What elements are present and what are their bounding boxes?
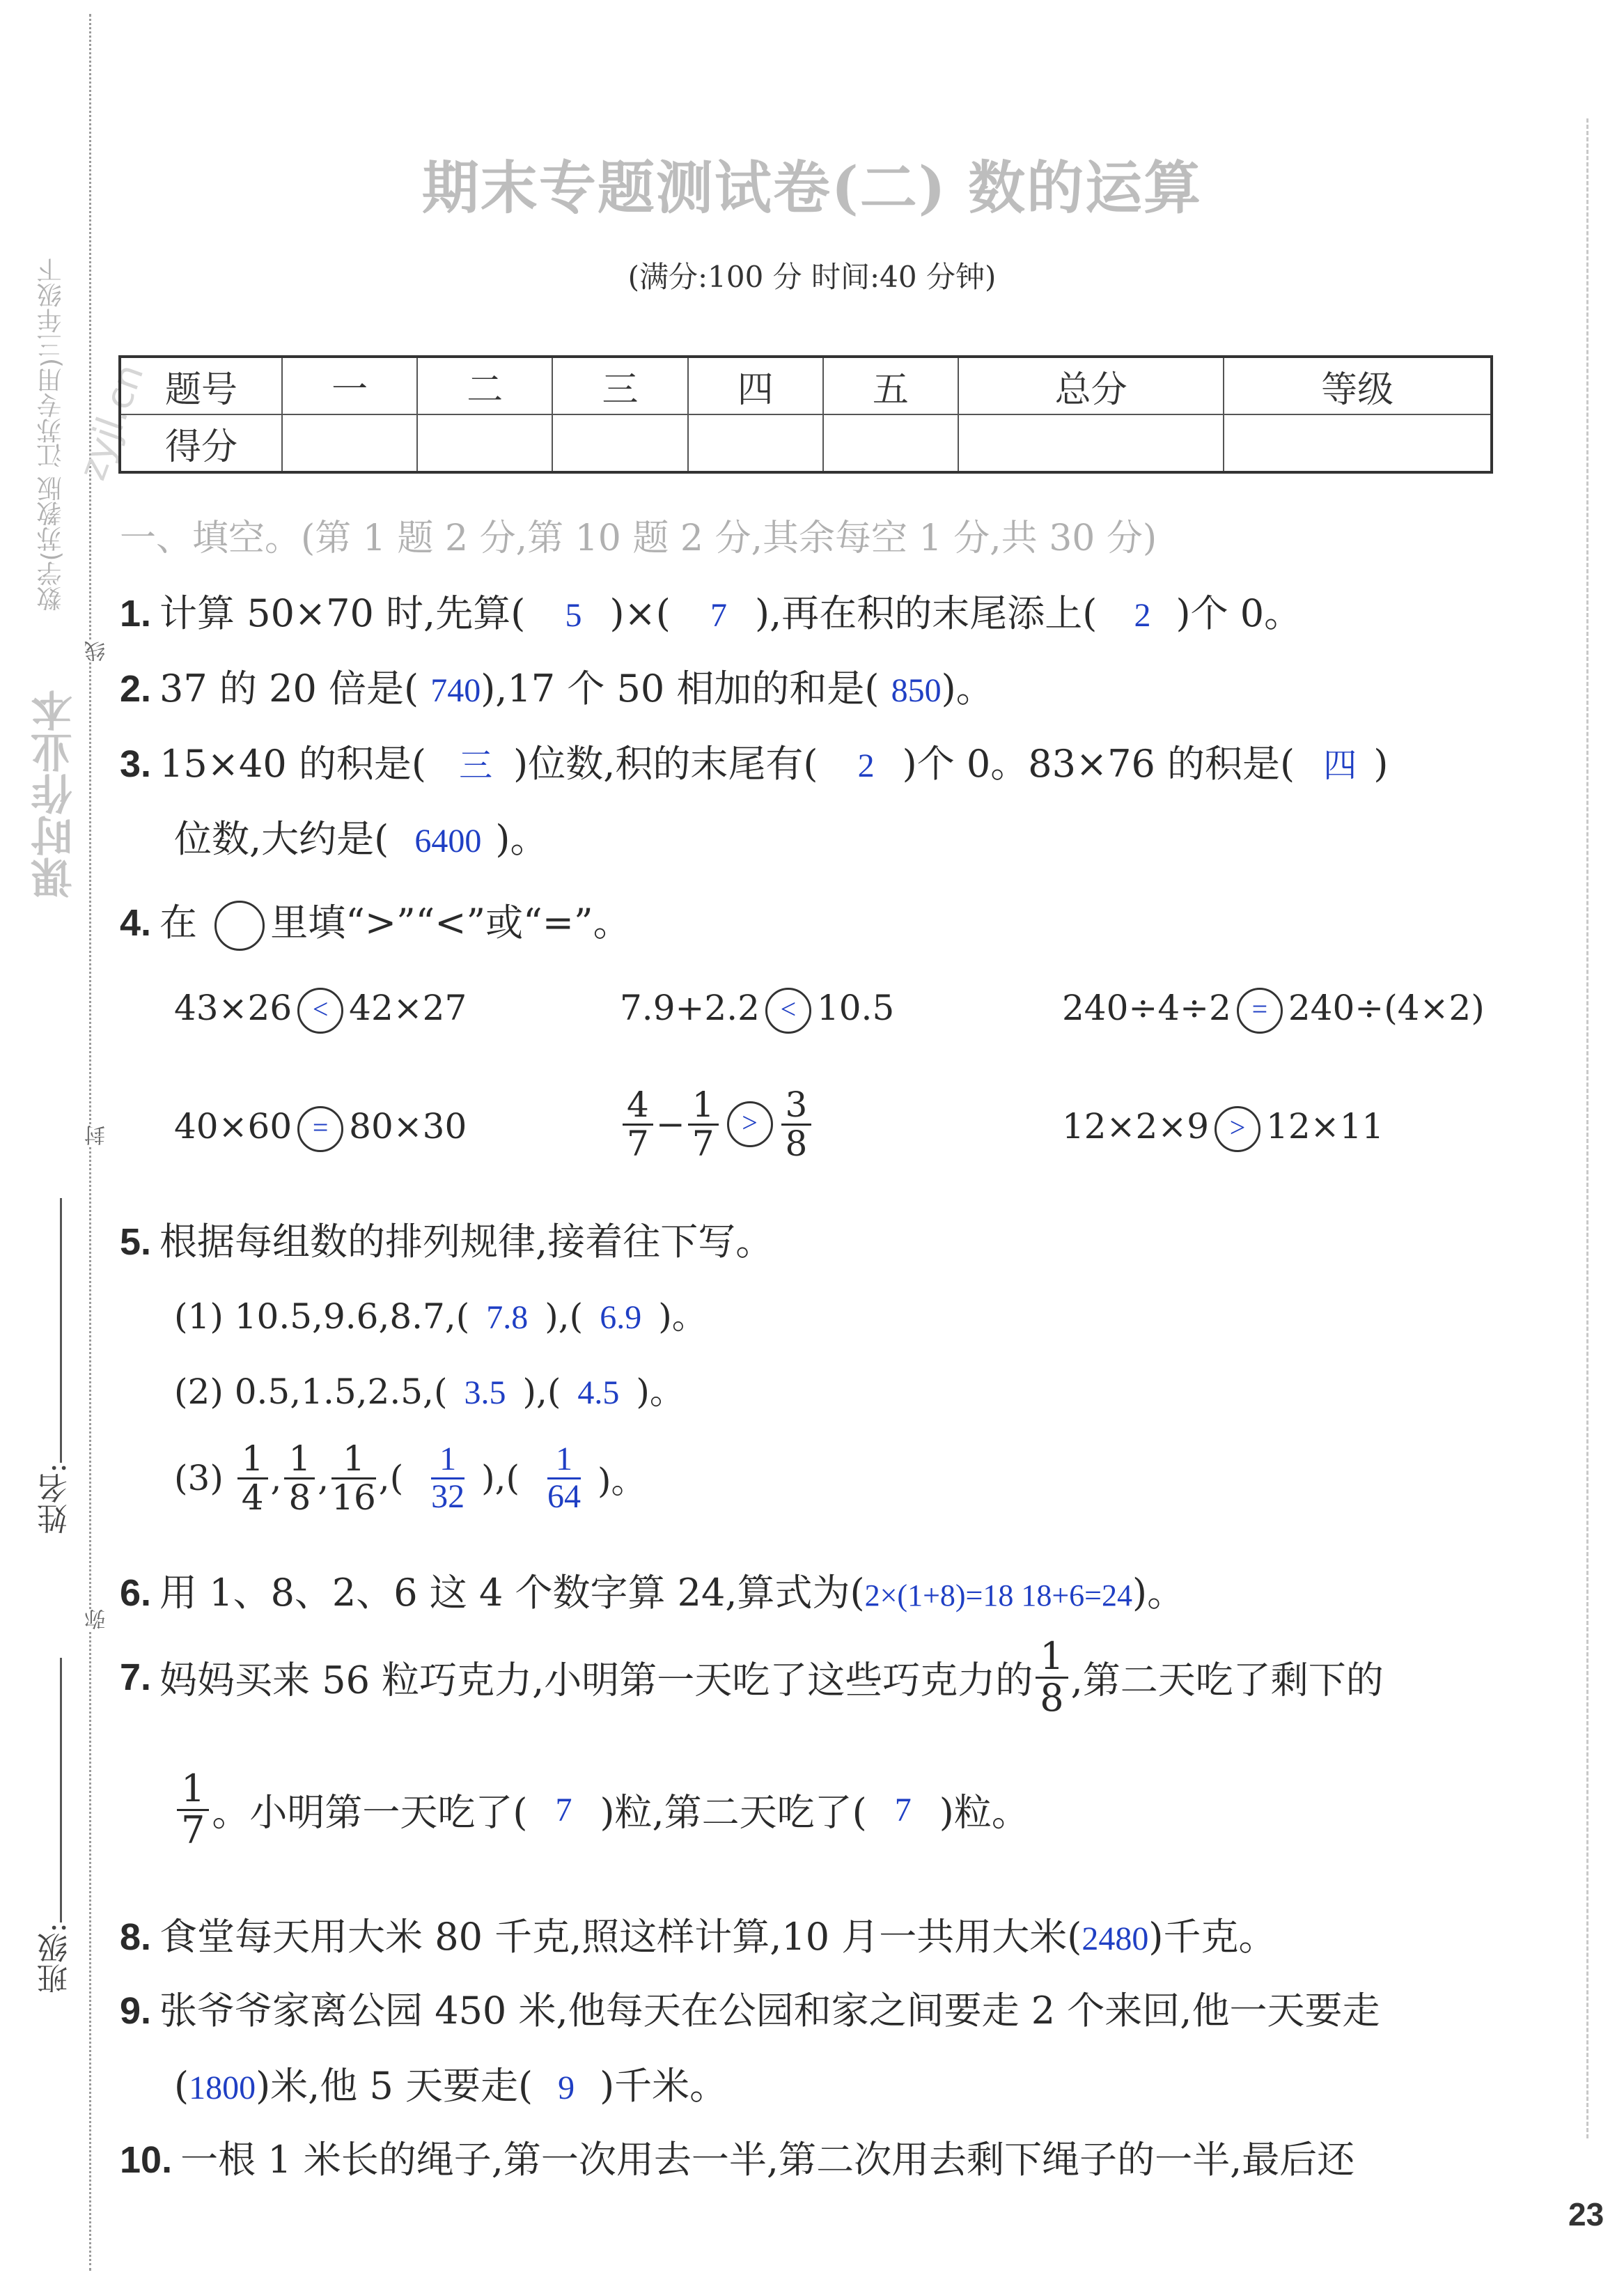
answer[interactable]: 6400 bbox=[414, 823, 482, 860]
question-text: ) bbox=[1373, 742, 1389, 786]
question-number: 2. bbox=[120, 668, 152, 710]
fraction: $\frac{1}{7}$ bbox=[177, 1769, 209, 1850]
question-text: ),( bbox=[481, 1458, 520, 1498]
question-6 bbox=[120, 1563, 1185, 1617]
class-field[interactable] bbox=[60, 1658, 62, 1922]
question-5-1 bbox=[174, 1289, 707, 1339]
question-number: 8. bbox=[120, 1916, 152, 1958]
question-text: (2) 0.5,1.5,2.5,( bbox=[174, 1372, 448, 1412]
class-label: 班级: bbox=[38, 1922, 73, 1994]
score-table-header-row bbox=[120, 357, 1492, 414]
watermark: zyjl.cn bbox=[70, 358, 153, 485]
question-text: )。 bbox=[941, 667, 994, 710]
answer[interactable]: 2×(1+8)=18 18+6=24 bbox=[864, 1578, 1132, 1613]
question-text: )。 bbox=[658, 1296, 707, 1337]
answer[interactable]: 4.5 bbox=[577, 1374, 620, 1411]
answer-fraction[interactable]: $\frac{1}{64}$ bbox=[547, 1440, 581, 1515]
binding-label-feng: 封 bbox=[82, 1125, 113, 1146]
expr-left: 43×26 bbox=[174, 988, 292, 1028]
question-text: 15×40 的积是( bbox=[159, 742, 426, 786]
question-text: 计算 50×70 时,先算( bbox=[159, 591, 526, 635]
name-label: 姓名: bbox=[38, 1463, 73, 1535]
fraction: $\frac{3}{8}$ bbox=[781, 1087, 812, 1162]
question-text: )。 bbox=[597, 1461, 646, 1501]
question-3 bbox=[120, 734, 1388, 788]
question-text: )粒,第二天吃了( bbox=[600, 1790, 867, 1835]
question-8 bbox=[120, 1907, 1276, 1961]
brand-logo: 课时作业本 bbox=[31, 690, 79, 899]
question-number: 9. bbox=[120, 1990, 152, 2032]
compare-r2c2 bbox=[620, 1087, 814, 1162]
question-text: ,( bbox=[378, 1458, 404, 1498]
answer[interactable]: 7.8 bbox=[486, 1299, 529, 1336]
name-field[interactable] bbox=[60, 1198, 62, 1463]
answer-fraction[interactable]: $\frac{1}{32}$ bbox=[431, 1440, 465, 1515]
answer[interactable]: 三 bbox=[459, 747, 493, 784]
question-text: ),( bbox=[522, 1372, 561, 1412]
question-5-3: (3) $\frac{1}{4}$ , $\frac{1}{8}$ , $\frac{1}{16}$ ,( $\frac{1}{32}$ ),( $\frac{1}{64}$ )。 bbox=[174, 1438, 646, 1518]
answer[interactable]: 7 bbox=[894, 1791, 912, 1828]
question-text: )米,他 5 天要走( bbox=[256, 2064, 533, 2108]
question-text: 里填“>”“<”或“=”。 bbox=[270, 901, 631, 945]
question-number: 7. bbox=[120, 1656, 152, 1699]
expr-left: 40×60 bbox=[174, 1106, 292, 1147]
answer[interactable]: 2 bbox=[1134, 597, 1151, 634]
score-cell: 五 bbox=[823, 357, 958, 414]
question-text: 食堂每天用大米 80 千克,照这样计算,10 月一共用大米( bbox=[159, 1915, 1082, 1959]
question-number: 1. bbox=[120, 593, 152, 635]
score-input-cell[interactable] bbox=[688, 414, 823, 472]
question-1 bbox=[120, 584, 1302, 637]
question-text: )个 0。 bbox=[1176, 591, 1302, 635]
fraction: $\frac{1}{7}$ bbox=[688, 1087, 719, 1162]
answer[interactable]: 5 bbox=[565, 597, 582, 634]
question-10 bbox=[120, 2130, 1354, 2184]
question-text: 用 1、8、2、6 这 4 个数字算 24,算式为( bbox=[159, 1571, 865, 1615]
compare-r1c1 bbox=[174, 988, 467, 1034]
question-text: 37 的 20 倍是( bbox=[159, 667, 419, 710]
question-number: 4. bbox=[120, 902, 152, 944]
expr-right: 12×11 bbox=[1266, 1106, 1384, 1147]
question-7 bbox=[120, 1634, 1384, 1720]
answer-circle[interactable]: < bbox=[297, 988, 343, 1034]
question-text: ),再在积的末尾添上( bbox=[755, 591, 1098, 635]
answer[interactable]: 2 bbox=[857, 747, 875, 784]
binding-label-mi: 弥 bbox=[82, 1609, 113, 1630]
fraction: $\frac{1}{16}$ bbox=[331, 1438, 376, 1518]
question-number: 5. bbox=[120, 1221, 152, 1263]
question-number: 6. bbox=[120, 1572, 152, 1614]
question-number: 3. bbox=[120, 743, 152, 785]
question-9-cont bbox=[174, 2056, 727, 2110]
question-text: ),( bbox=[545, 1296, 584, 1337]
page-edge-line bbox=[1586, 118, 1588, 2138]
question-text: 在 bbox=[159, 901, 198, 945]
answer[interactable]: 1800 bbox=[189, 2069, 256, 2106]
answer[interactable]: 9 bbox=[558, 2069, 575, 2106]
answer[interactable]: 7 bbox=[710, 597, 728, 634]
answer-circle[interactable]: = bbox=[1237, 988, 1283, 1034]
page-subtitle: (满分:100 分 时间:40 分钟) bbox=[627, 260, 997, 294]
answer[interactable]: 6.9 bbox=[600, 1299, 642, 1336]
question-text: ),17 个 50 相加的和是( bbox=[481, 667, 880, 710]
score-table-score-row bbox=[120, 414, 1492, 472]
question-5-2 bbox=[174, 1364, 685, 1414]
question-text: )千克。 bbox=[1148, 1915, 1276, 1959]
answer-circle[interactable]: < bbox=[765, 988, 811, 1034]
question-2 bbox=[120, 659, 994, 713]
score-cell: 一 bbox=[282, 357, 417, 414]
compare-r1c2 bbox=[620, 988, 894, 1034]
score-input-cell[interactable] bbox=[417, 414, 552, 472]
answer[interactable]: 四 bbox=[1323, 747, 1357, 784]
question-5 bbox=[120, 1212, 773, 1266]
question-text: )。 bbox=[495, 817, 548, 861]
score-cell: 得分 bbox=[120, 414, 282, 472]
answer-circle[interactable]: > bbox=[1215, 1106, 1260, 1152]
score-input-cell[interactable] bbox=[552, 414, 687, 472]
question-text: )位数,积的末尾有( bbox=[513, 742, 818, 786]
question-9 bbox=[120, 1981, 1380, 2035]
question-text: 妈妈买来 56 粒巧克力,小明第一天吃了这些巧克力的 bbox=[159, 1658, 1033, 1702]
fraction: $\frac{4}{7}$ bbox=[623, 1087, 653, 1162]
expr-left: 12×2×9 bbox=[1062, 1106, 1210, 1147]
answer[interactable]: 7 bbox=[555, 1791, 572, 1828]
answer[interactable]: 850 bbox=[891, 672, 942, 709]
question-7-cont bbox=[174, 1766, 1029, 1852]
score-cell: 四 bbox=[688, 357, 823, 414]
question-text: 一根 1 米长的绳子,第一次用去一半,第二次用去剩下绳子的一半,最后还 bbox=[180, 2138, 1355, 2182]
fraction: $\frac{1}{4}$ bbox=[237, 1440, 268, 1516]
question-text: 张爷爷家离公园 450 米,他每天在公园和家之间要走 2 个来回,他一天要走 bbox=[159, 1989, 1380, 2033]
question-4 bbox=[120, 893, 631, 951]
expr-right: 80×30 bbox=[349, 1106, 467, 1147]
answer[interactable]: 2480 bbox=[1082, 1920, 1149, 1957]
answer[interactable]: 740 bbox=[430, 672, 481, 709]
question-text: )。 bbox=[1132, 1571, 1185, 1615]
expr-left: 240÷4÷2 bbox=[1062, 988, 1231, 1028]
score-cell: 等级 bbox=[1224, 357, 1492, 414]
question-text: )千米。 bbox=[600, 2064, 728, 2108]
section-heading: 一、填空。(第 1 题 2 分,第 10 题 2 分,其余每空 1 分,共 30 分) bbox=[120, 518, 1157, 559]
expr-right: 42×27 bbox=[349, 988, 467, 1028]
score-input-cell[interactable] bbox=[958, 414, 1224, 472]
score-cell: 三 bbox=[552, 357, 687, 414]
score-table bbox=[118, 355, 1493, 474]
question-text: 根据每组数的排列规律,接着往下写。 bbox=[159, 1220, 774, 1264]
question-text: ( bbox=[174, 2064, 189, 2108]
question-text: )。 bbox=[636, 1372, 685, 1412]
answer[interactable]: 3.5 bbox=[464, 1374, 506, 1411]
question-3-cont bbox=[174, 809, 547, 863]
question-text: 位数,大约是( bbox=[174, 817, 389, 861]
book-info: 数学(苏教版 江苏专用)三年级下 bbox=[37, 258, 65, 612]
compare-r2c3 bbox=[1062, 1106, 1384, 1152]
question-text: )粒。 bbox=[939, 1790, 1029, 1835]
question-text: ,第二天吃了剩下的 bbox=[1070, 1658, 1384, 1702]
question-number: 10. bbox=[120, 2139, 173, 2181]
fraction: $\frac{1}{8}$ bbox=[1036, 1637, 1068, 1718]
question-text: (3) bbox=[174, 1458, 224, 1498]
score-input-cell[interactable] bbox=[823, 414, 958, 472]
score-cell: 题号 bbox=[120, 357, 282, 414]
score-cell: 二 bbox=[417, 357, 552, 414]
page-number: 23 bbox=[1568, 2196, 1605, 2232]
answer-circle[interactable]: = bbox=[297, 1106, 343, 1152]
page-title: 期末专题测试卷(二) 数的运算 bbox=[421, 155, 1203, 222]
empty-circle-icon bbox=[214, 901, 265, 951]
score-input-cell[interactable] bbox=[282, 414, 417, 472]
score-input-cell[interactable] bbox=[1224, 414, 1492, 472]
binding-label-xian: 线 bbox=[82, 641, 113, 662]
question-text: 。小明第一天吃了( bbox=[212, 1790, 528, 1835]
compare-r2c1 bbox=[174, 1106, 467, 1152]
question-text: )个 0。83×76 的积是( bbox=[902, 742, 1295, 786]
operator: − bbox=[655, 1104, 685, 1144]
answer-circle[interactable]: > bbox=[727, 1101, 773, 1147]
compare-r1c3 bbox=[1062, 988, 1485, 1034]
question-text: (1) 10.5,9.6,8.7,( bbox=[174, 1296, 470, 1337]
score-cell: 总分 bbox=[958, 357, 1224, 414]
question-text: )×( bbox=[609, 591, 671, 635]
expr-right: 10.5 bbox=[816, 988, 895, 1028]
expr-right: 240÷(4×2) bbox=[1288, 988, 1485, 1028]
expr-left: 7.9+2.2 bbox=[620, 988, 760, 1028]
fraction: $\frac{1}{8}$ bbox=[284, 1440, 315, 1516]
